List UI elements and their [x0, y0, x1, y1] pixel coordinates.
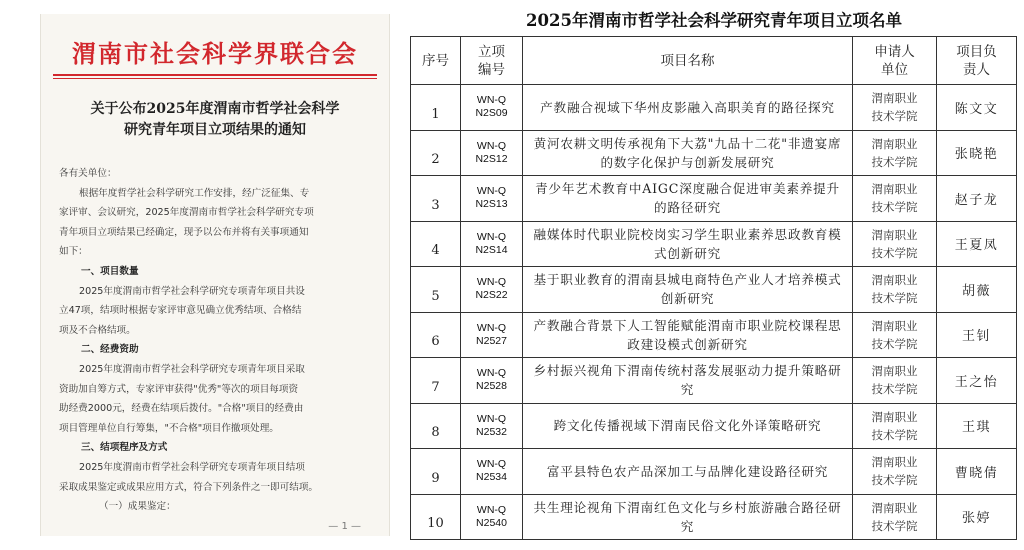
cell-leader: 王之怡: [937, 358, 1017, 404]
cell-unit: 渭南职业 技术学院: [853, 403, 937, 449]
cell-index: 5: [411, 267, 461, 313]
header-leader: 项目负 责人: [937, 37, 1017, 85]
page-number: — 1 —: [328, 521, 361, 532]
cell-project-name: 共生理论视角下渭南红色文化与乡村旅游融合路径研究: [523, 494, 853, 540]
cell-code: WN-Q N2S12: [461, 130, 523, 176]
cell-project-name: 融媒体时代职业院校岗实习学生职业素养思政教育模式创新研究: [523, 221, 853, 267]
table-row: [411, 403, 1017, 449]
table-row: [411, 449, 1017, 495]
red-divider: [53, 74, 377, 76]
cell-unit: 渭南职业 技术学院: [853, 176, 937, 222]
cell-code: WN-Q N2S22: [461, 267, 523, 313]
cell-unit: 渭南职业 技术学院: [853, 267, 937, 313]
cell-unit: 渭南职业 技术学院: [853, 494, 937, 540]
notice-title-line: 关于公布2025年度渭南市哲学社会科学: [90, 101, 340, 117]
notice-document: [40, 14, 390, 536]
notice-line: 青年项目立项结果已经确定，现予以公布并将有关事项通知: [59, 226, 309, 238]
table-row: [411, 130, 1017, 176]
cell-code: WN-Q N2S14: [461, 221, 523, 267]
header-index: 序号: [411, 37, 461, 85]
cell-unit: 渭南职业 技术学院: [853, 358, 937, 404]
table-row: [411, 358, 1017, 404]
cell-leader: 赵子龙: [937, 176, 1017, 222]
cell-index: 1: [411, 85, 461, 131]
cell-code: WN-Q N2534: [461, 449, 523, 495]
cell-code: WN-Q N2S13: [461, 176, 523, 222]
notice-line: 各有关单位：: [59, 168, 117, 179]
cell-index: 7: [411, 358, 461, 404]
notice-line: （一）成果鉴定：: [99, 501, 176, 513]
list-title: 2025年渭南市哲学社会科学研究青年项目立项名单: [526, 11, 902, 30]
header-code: 立项 编号: [461, 37, 523, 85]
cell-unit: 渭南职业 技术学院: [853, 449, 937, 495]
table-row: [411, 494, 1017, 540]
section-heading: 二、经费资助: [81, 344, 139, 356]
table-header-row: [411, 37, 1017, 85]
notice-line: 资助加自筹方式，专家评审获得"优秀"等次的项目每项资: [59, 383, 299, 395]
cell-index: 10: [411, 494, 461, 540]
table-row: [411, 221, 1017, 267]
notice-body: [59, 164, 373, 517]
cell-code: WN-Q N2527: [461, 312, 523, 358]
notice-line: 2025年度渭南市哲学社会科学研究专项青年项目采取: [79, 363, 305, 375]
cell-project-name: 富平县特色农产品深加工与品牌化建设路径研究: [523, 449, 853, 495]
cell-leader: 曹晓倩: [937, 449, 1017, 495]
cell-project-name: 青少年艺术教育中AIGC深度融合促进审美素养提升的路径研究: [523, 176, 853, 222]
cell-project-name: 产教融合背景下人工智能赋能渭南市职业院校课程思政建设模式创新研究: [523, 312, 853, 358]
cell-project-name: 跨文化传播视域下渭南民俗文化外译策略研究: [523, 403, 853, 449]
org-name-header: 渭南市社会科学界联合会: [72, 39, 358, 68]
notice-line: 根据年度哲学社会科学研究工作安排，经广泛征集、专: [79, 187, 310, 199]
notice-line: 家评审、会议研究，2025年度渭南市哲学社会科学研究专项: [59, 207, 314, 219]
table-body: [411, 85, 1017, 540]
cell-project-name: 黄河农耕文明传承视角下大荔"九品十二花"非遗宴席的数字化保护与创新发展研究: [523, 130, 853, 176]
notice-line: 2025年度渭南市哲学社会科学研究专项青年项目共设: [79, 285, 305, 297]
cell-index: 4: [411, 221, 461, 267]
notice-title: [59, 99, 371, 141]
table-row: [411, 312, 1017, 358]
notice-line: 2025年度渭南市哲学社会科学研究专项青年项目结项: [79, 461, 305, 473]
cell-leader: 胡薇: [937, 267, 1017, 313]
cell-unit: 渭南职业 技术学院: [853, 85, 937, 131]
notice-line: 助经费2000元，经费在结项后拨付。"合格"项目的经费由: [59, 403, 304, 415]
cell-project-name: 乡村振兴视角下渭南传统村落发展驱动力提升策略研究: [523, 358, 853, 404]
cell-leader: 陈文文: [937, 85, 1017, 131]
cell-code: WN-Q N2528: [461, 358, 523, 404]
project-list-document: [410, 4, 1018, 546]
cell-index: 6: [411, 312, 461, 358]
notice-line: 采取成果鉴定或成果应用方式，符合下列条件之一即可结项。: [59, 481, 319, 493]
table-row: [411, 176, 1017, 222]
cell-leader: 王夏凤: [937, 221, 1017, 267]
notice-line: 如下：: [59, 246, 88, 258]
cell-code: WN-Q N2532: [461, 403, 523, 449]
cell-leader: 王琪: [937, 403, 1017, 449]
section-heading: 三、结项程序及方式: [81, 442, 168, 454]
cell-leader: 张婷: [937, 494, 1017, 540]
project-table: [410, 36, 1017, 540]
cell-unit: 渭南职业 技术学院: [853, 130, 937, 176]
cell-code: WN-Q N2S09: [461, 85, 523, 131]
cell-leader: 王钊: [937, 312, 1017, 358]
header-unit: 申请人 单位: [853, 37, 937, 85]
table-row: [411, 85, 1017, 131]
notice-line: 项目管理单位自行筹集，"不合格"项目作撤项处理。: [59, 422, 279, 434]
cell-code: WN-Q N2540: [461, 494, 523, 540]
red-divider-thin: [53, 78, 377, 79]
section-heading: 一、项目数量: [81, 265, 139, 277]
cell-project-name: 产教融合视域下华州皮影融入高职美育的路径探究: [523, 85, 853, 131]
notice-line: 项及不合格结项。: [59, 324, 136, 336]
cell-index: 3: [411, 176, 461, 222]
notice-line: 立47项，结项时根据专家评审意见确立优秀结项、合格结: [59, 305, 302, 317]
cell-leader: 张晓艳: [937, 130, 1017, 176]
notice-title-line: 研究青年项目立项结果的通知: [124, 122, 306, 138]
table-row: [411, 267, 1017, 313]
cell-index: 8: [411, 403, 461, 449]
cell-index: 9: [411, 449, 461, 495]
cell-unit: 渭南职业 技术学院: [853, 221, 937, 267]
cell-index: 2: [411, 130, 461, 176]
cell-unit: 渭南职业 技术学院: [853, 312, 937, 358]
header-name: 项目名称: [523, 37, 853, 85]
cell-project-name: 基于职业教育的渭南县城电商特色产业人才培养模式创新研究: [523, 267, 853, 313]
